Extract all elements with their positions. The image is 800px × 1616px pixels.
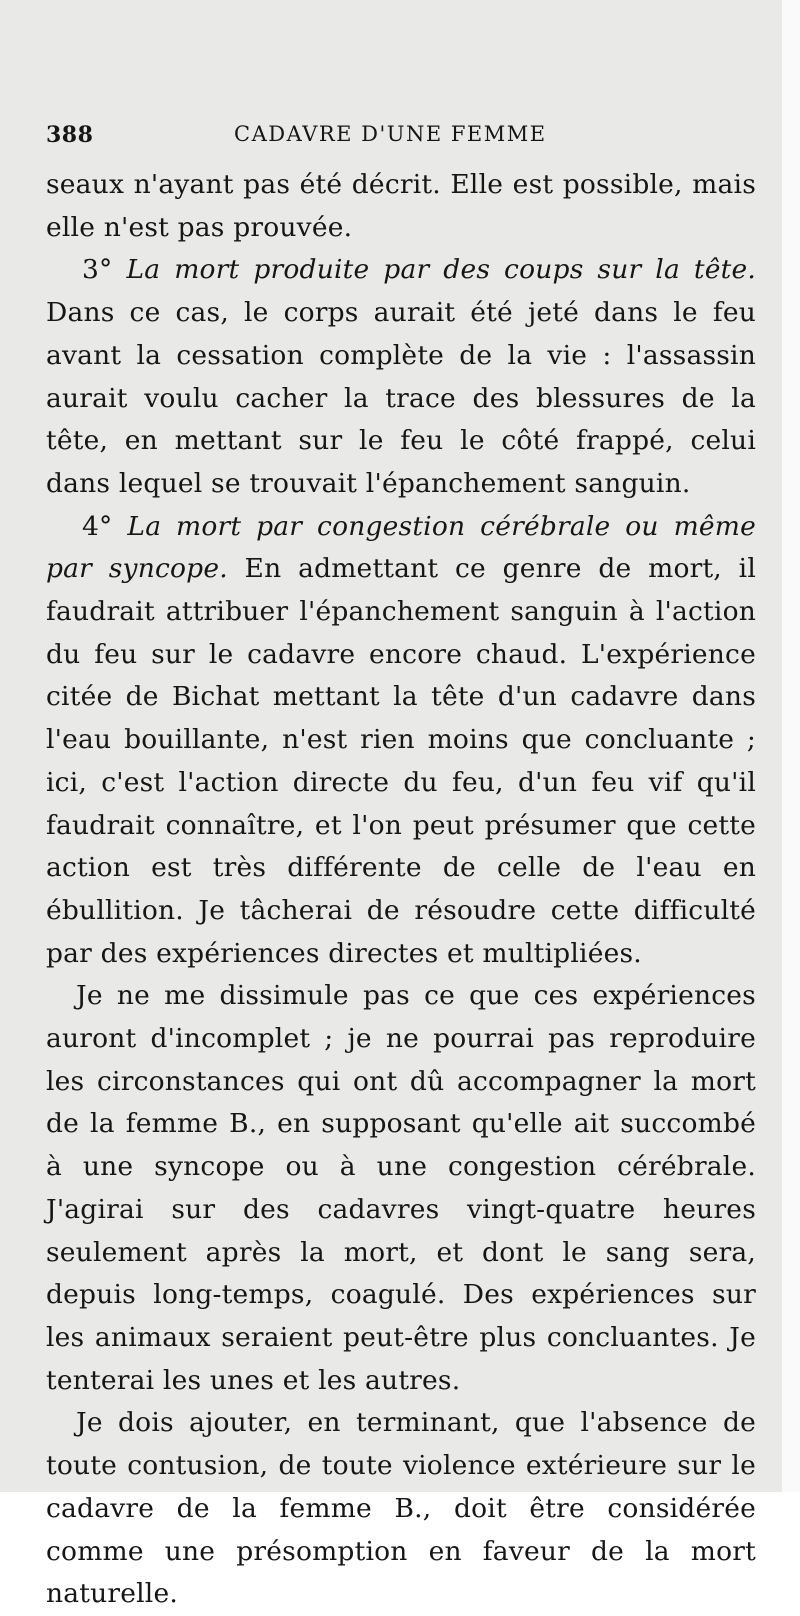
- paragraph-text: seaux n'ayant pas été décrit. Elle est possible, mais elle n'est pas prouvée.: [46, 169, 756, 243]
- paragraph-3: [46, 506, 756, 976]
- paragraph-text: Je dois ajouter, en terminant, que l'absence de toute contusion, de toute violence extérieure sur le cadavre de la femme B., doit être considérée comme une présomption en faveur de la mort naturelle.: [46, 1407, 756, 1610]
- scan-margin: [782, 0, 800, 1492]
- paragraph-5: [46, 1402, 756, 1616]
- italic-heading: La mort produite par des coups sur la tête.: [126, 254, 757, 286]
- paragraph-4: [46, 975, 756, 1402]
- page-header: [46, 122, 736, 156]
- body-text: [46, 164, 756, 1616]
- list-number: 3°: [82, 254, 113, 286]
- paragraph-2: [46, 249, 756, 505]
- paragraph-1: [46, 164, 756, 249]
- list-number: 4°: [82, 510, 113, 542]
- paragraph-text: Dans ce cas, le corps aurait été jeté dans le feu avant la cessation complète de la vie : l'assassin aurait voulu cacher la trace des blessures de la tête, en mettant sur le feu le côté frappé, celui dans lequel se trouvait l'épanchement sanguin.: [46, 297, 756, 499]
- paragraph-text: En admettant ce genre de mort, il faudrait attribuer l'épanchement sanguin à l'action du feu sur le cadavre encore chaud. L'expérience citée de Bichat mettant la tête d'un cadavre dans l'eau bouillante, n'est rien moins que concluante ; ici, c'est l'action directe du feu, d'un feu vif qu'il faudrait connaître, et l'on peut présumer que cette action est très différente de celle de l'eau en ébullition. Je tâcherai de résoudre cette difficulté par des expériences directes et multipliées.: [46, 553, 756, 969]
- page-number: 388: [46, 122, 94, 148]
- italic-heading: La mort par congestion cérébrale ou même par syncope.: [46, 510, 756, 585]
- paragraph-text: Je ne me dissimule pas ce que ces expériences auront d'incomplet ; je ne pourrai pas reproduire les circonstances qui ont dû accompagner la mort de la femme B., en supposant qu'elle ait succombé à une syncope ou à une congestion cérébrale. J'agirai sur des cadavres vingt-quatre heures seulement après la mort, et dont le sang sera, depuis long-temps, coagulé. Des expériences sur les animaux seraient peut-être plus concluantes. Je tenterai les unes et les autres.: [46, 980, 756, 1396]
- running-title: CADAVRE D'UNE FEMME: [234, 122, 547, 146]
